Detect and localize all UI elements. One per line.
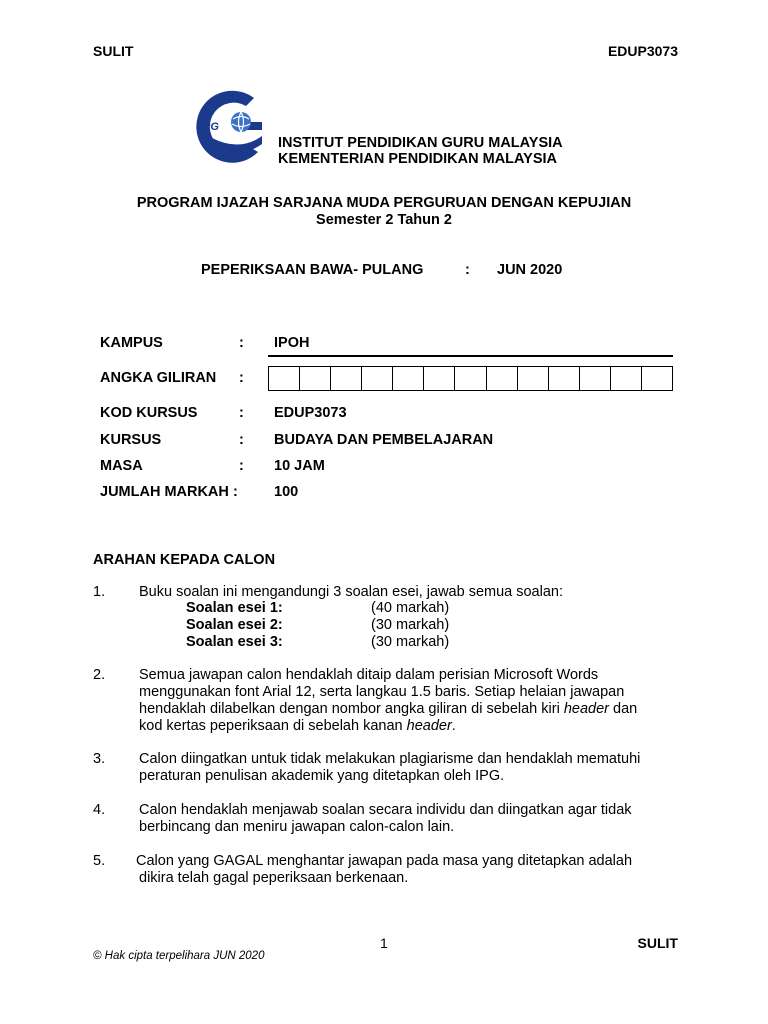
giliran-cell[interactable] bbox=[424, 367, 455, 390]
logo-text: IPG bbox=[200, 121, 219, 133]
item-3-line-1: Calon diingatkan untuk tidak melakukan plagiarisme dan hendaklah mematuhi bbox=[139, 751, 641, 767]
item-number: 3. bbox=[93, 751, 106, 767]
field-value-masa: 10 JAM bbox=[274, 458, 325, 474]
institution-name: INSTITUT PENDIDIKAN GURU MALAYSIA bbox=[278, 135, 563, 151]
field-value-kampus: IPOH bbox=[274, 335, 310, 351]
footer-sulit: SULIT bbox=[637, 935, 678, 951]
giliran-cell[interactable] bbox=[518, 367, 549, 390]
soalan-esei-3-marks: (30 markah) bbox=[371, 634, 450, 650]
giliran-cell[interactable] bbox=[269, 367, 300, 390]
exam-colon: : bbox=[465, 262, 470, 278]
field-label-angka-giliran: ANGKA GILIRAN bbox=[100, 370, 217, 386]
soalan-esei-2-marks: (30 markah) bbox=[371, 617, 450, 633]
ministry-name: KEMENTERIAN PENDIDIKAN MALAYSIA bbox=[278, 151, 558, 167]
exam-type-label: PEPERIKSAAN BAWA- PULANG bbox=[201, 262, 424, 278]
giliran-cell[interactable] bbox=[362, 367, 393, 390]
item-2-line-3: hendaklah dilabelkan dengan nombor angka giliran di sebelah kiri header dan bbox=[139, 701, 638, 717]
copyright-notice: © Hak cipta terpelihara JUN 2020 bbox=[93, 950, 265, 962]
giliran-cell[interactable] bbox=[611, 367, 642, 390]
item-5-line-2: dikira telah gagal peperiksaan berkenaan. bbox=[139, 870, 409, 886]
field-colon: : bbox=[233, 484, 238, 500]
field-label-kod-kursus: KOD KURSUS bbox=[100, 405, 198, 421]
soalan-esei-1-marks: (40 markah) bbox=[371, 600, 450, 616]
field-colon: : bbox=[239, 432, 244, 448]
field-colon: : bbox=[239, 405, 244, 421]
program-title: PROGRAM IJAZAH SARJANA MUDA PERGURUAN DENGAN KEPUJIAN bbox=[136, 195, 632, 211]
giliran-cell[interactable] bbox=[642, 367, 672, 390]
field-label-masa: MASA bbox=[100, 458, 143, 474]
soalan-esei-1-label: Soalan esei 1: bbox=[186, 600, 283, 616]
giliran-cell[interactable] bbox=[331, 367, 362, 390]
header-course-code: EDUP3073 bbox=[607, 43, 678, 59]
item-5-line-1: Calon yang GAGAL menghantar jawapan pada masa yang ditetapkan adalah bbox=[136, 853, 633, 869]
item-number: 5. bbox=[93, 853, 106, 869]
giliran-cell[interactable] bbox=[487, 367, 518, 390]
instructions-heading: ARAHAN KEPADA CALON bbox=[93, 552, 276, 568]
giliran-cell[interactable] bbox=[300, 367, 331, 390]
item-number: 1. bbox=[93, 584, 106, 600]
giliran-cell[interactable] bbox=[549, 367, 580, 390]
field-value-jumlah-markah: 100 bbox=[274, 484, 299, 500]
giliran-cell[interactable] bbox=[393, 367, 424, 390]
semester-label: Semester 2 Tahun 2 bbox=[316, 212, 452, 228]
giliran-cell[interactable] bbox=[580, 367, 611, 390]
item-1-text: Buku soalan ini mengandungi 3 soalan esei, jawab semua soalan: bbox=[139, 584, 564, 600]
soalan-esei-2-label: Soalan esei 2: bbox=[186, 617, 283, 633]
field-label-kampus: KAMPUS bbox=[100, 335, 163, 351]
item-number: 2. bbox=[93, 667, 106, 683]
page-number: 1 bbox=[380, 935, 388, 951]
angka-giliran-boxes[interactable] bbox=[268, 366, 673, 391]
field-label-jumlah-markah: JUMLAH MARKAH bbox=[100, 484, 229, 500]
item-2-line-4: kod kertas peperiksaan di sebelah kanan header. bbox=[139, 718, 456, 734]
field-colon: : bbox=[239, 370, 244, 386]
exam-date: JUN 2020 bbox=[497, 262, 563, 278]
item-2-line-1: Semua jawapan calon hendaklah ditaip dalam perisian Microsoft Words bbox=[139, 667, 599, 683]
giliran-cell[interactable] bbox=[455, 367, 486, 390]
kampus-underline bbox=[268, 355, 673, 357]
field-label-kursus: KURSUS bbox=[100, 432, 162, 448]
field-colon: : bbox=[239, 458, 244, 474]
item-4-line-2: berbincang dan meniru jawapan calon-calon lain. bbox=[139, 819, 455, 835]
item-3-line-2: peraturan penulisan akademik yang ditetapkan oleh IPG. bbox=[139, 768, 505, 784]
ipg-logo bbox=[196, 86, 270, 166]
item-4-line-1: Calon hendaklah menjawab soalan secara individu dan diingatkan agar tidak bbox=[139, 802, 632, 818]
field-colon: : bbox=[239, 335, 244, 351]
field-value-kursus: BUDAYA DAN PEMBELAJARAN bbox=[274, 432, 494, 448]
item-2-line-2: menggunakan font Arial 12, serta langkau 1.5 baris. Setiap helaian jawapan bbox=[139, 684, 625, 700]
item-number: 4. bbox=[93, 802, 106, 818]
soalan-esei-3-label: Soalan esei 3: bbox=[186, 634, 283, 650]
header-sulit: SULIT bbox=[93, 43, 134, 59]
field-value-kod-kursus: EDUP3073 bbox=[274, 405, 347, 421]
